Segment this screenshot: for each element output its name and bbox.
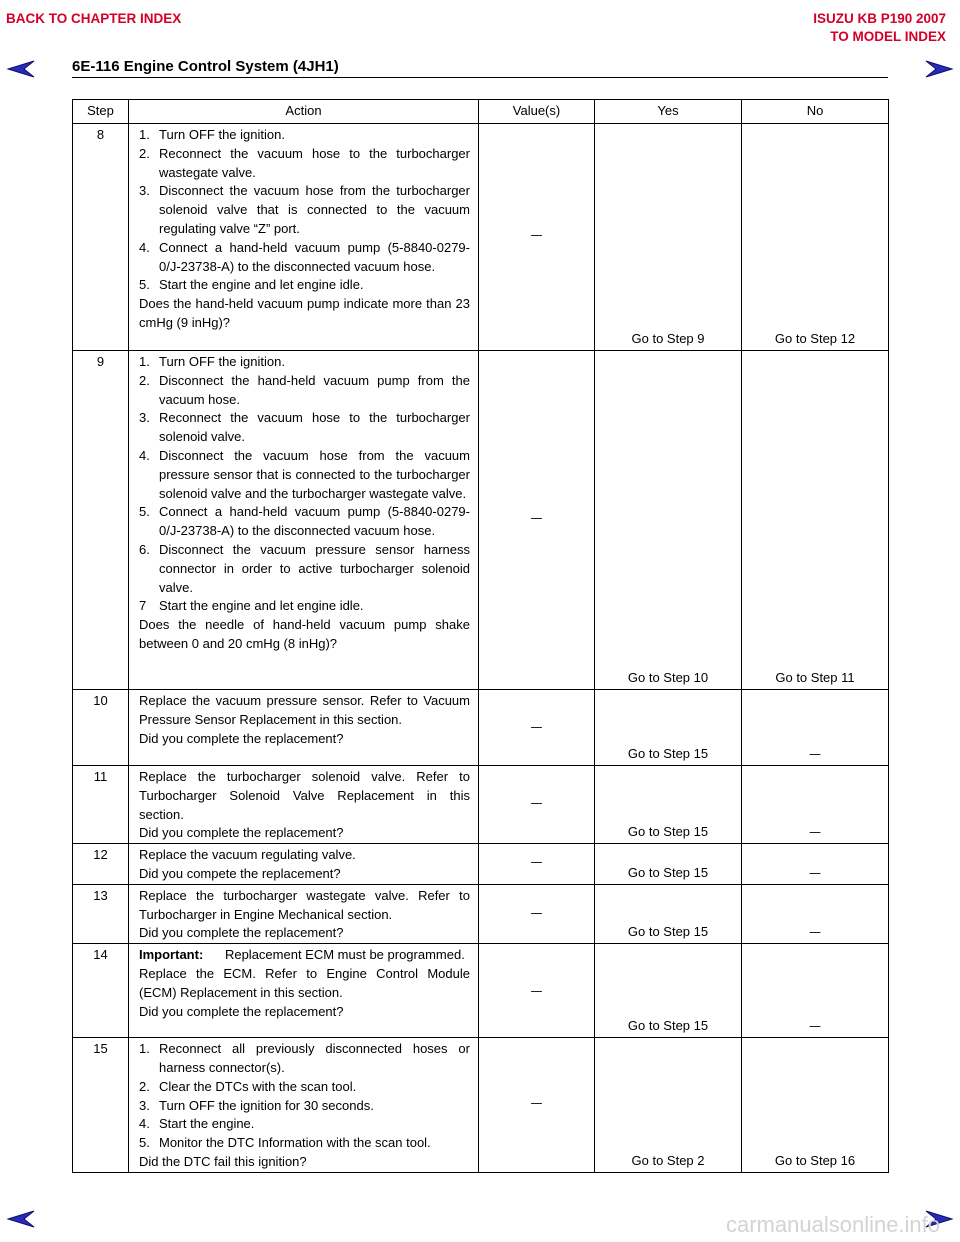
column-header-values: Value(s) [479, 100, 595, 124]
value-cell: — [479, 844, 595, 885]
action-cell [129, 844, 479, 885]
column-header-step: Step [73, 100, 129, 124]
list-item: 4. Connect a hand-held vacuum pump (5-8840-0279-0/J-23738-A) to the disconnected vacuum hose. [139, 239, 470, 274]
action-cell [129, 884, 479, 943]
action-question: Does the needle of hand-held vacuum pump shake between 0 and 20 cmHg (8 inHg)? [139, 617, 470, 651]
column-header-action: Action [129, 100, 479, 124]
no-cell: Go to Step 16 [742, 1038, 889, 1173]
yes-cell: Go to Step 15 [595, 884, 742, 943]
no-cell: — [742, 844, 889, 885]
header-divider [72, 77, 888, 78]
yes-cell: Go to Step 15 [595, 690, 742, 766]
yes-cell: Go to Step 15 [595, 766, 742, 844]
no-cell: — [742, 944, 889, 1038]
step-number: 9 [73, 351, 129, 690]
action-question: Did you complete the replacement? [139, 1003, 344, 1019]
value-cell: — [479, 690, 595, 766]
action-cell [129, 690, 479, 766]
table-row [73, 690, 889, 766]
step-number: 15 [73, 1038, 129, 1173]
action-text: Replace the ECM. Refer to Engine Control Module (ECM) Replacement in this section. [139, 965, 470, 1000]
action-question: Did the DTC fail this ignition? [139, 1153, 307, 1169]
list-item: 1. Reconnect all previously disconnected hoses or harness connector(s). [139, 1041, 470, 1075]
value-cell: — [479, 884, 595, 943]
back-to-chapter-index-link[interactable]: BACK TO CHAPTER INDEX [6, 11, 182, 26]
action-cell [129, 766, 479, 844]
list-item: 2. Reconnect the vacuum hose to the turbocharger wastegate valve. [139, 145, 470, 180]
action-cell [129, 351, 479, 690]
list-item: 5. Monitor the DTC Information with the scan tool. [139, 1135, 431, 1151]
prev-page-arrow-icon[interactable] [6, 1208, 36, 1230]
list-item: 3. Reconnect the vacuum hose to the turbocharger solenoid valve. [139, 410, 470, 445]
list-item: 1. Turn OFF the ignition. [139, 354, 285, 369]
action-question: Does the hand-held vacuum pump indicate more than 23 cmHg (9 inHg)? [139, 296, 470, 330]
action-question: Did you complete the replacement? [139, 825, 344, 841]
list-item: 1. Turn OFF the ignition. [139, 127, 285, 142]
list-item: 3. Turn OFF the ignition for 30 seconds. [139, 1097, 374, 1113]
diagnostic-steps-table [72, 99, 889, 1173]
action-list [139, 1040, 470, 1153]
step-number: 12 [73, 844, 129, 885]
list-item: 2. Disconnect the hand-held vacuum pump from the vacuum hose. [139, 372, 470, 407]
table-row [73, 884, 889, 943]
yes-cell: Go to Step 15 [595, 944, 742, 1038]
action-text: Replace the vacuum regulating valve. [139, 847, 356, 863]
column-header-no: No [742, 100, 889, 124]
yes-cell: Go to Step 15 [595, 844, 742, 885]
value-cell: — [479, 1038, 595, 1173]
list-item: 5. Start the engine and let engine idle. [139, 277, 364, 293]
action-question: Did you compete the replacement? [139, 865, 341, 881]
no-cell: Go to Step 12 [742, 124, 889, 351]
step-number: 10 [73, 690, 129, 766]
action-question: Did you complete the replacement? [139, 730, 344, 746]
value-cell: — [479, 124, 595, 351]
action-list [139, 126, 470, 295]
no-cell: — [742, 884, 889, 943]
list-item: 4. Disconnect the vacuum hose from the vacuum pressure sensor that is connected to the turbocharger solenoid valve and the turbocharger wastegate valve. [139, 447, 470, 501]
action-cell [129, 944, 479, 1038]
action-text: Replace the vacuum pressure sensor. Refer to Vacuum Pressure Sensor Replacement in this section. [139, 693, 470, 727]
step-number: 8 [73, 124, 129, 351]
list-item: 6. Disconnect the vacuum pressure sensor harness connector in order to active turbocharger solenoid valve. [139, 541, 470, 595]
action-question: Did you complete the replacement? [139, 925, 344, 941]
action-text: Replace the turbocharger wastegate valve. Refer to Turbocharger in Engine Mechanical section. [139, 887, 470, 922]
no-cell: Go to Step 11 [742, 351, 889, 690]
column-header-yes: Yes [595, 100, 742, 124]
table-header-row [73, 100, 889, 124]
important-text: Replacement ECM must be programmed. [224, 947, 465, 963]
yes-cell: Go to Step 9 [595, 124, 742, 351]
prev-page-arrow-icon[interactable] [6, 58, 36, 80]
next-page-arrow-icon[interactable] [924, 58, 954, 80]
table-row [73, 351, 889, 690]
list-item: 4. Start the engine. [139, 1116, 255, 1132]
action-cell [129, 1038, 479, 1173]
action-cell [129, 124, 479, 351]
yes-cell: Go to Step 10 [595, 351, 742, 690]
no-cell: — [742, 766, 889, 844]
action-text: Replace the turbocharger solenoid valve. Refer to Turbocharger Solenoid Valve Replacement in this section. [139, 769, 470, 822]
model-title: ISUZU KB P190 2007 [813, 11, 946, 26]
table-row [73, 766, 889, 844]
to-model-index-link[interactable]: TO MODEL INDEX [830, 29, 946, 44]
list-item: 2. Clear the DTCs with the scan tool. [139, 1078, 357, 1094]
list-item: 7 Start the engine and let engine idle. [139, 598, 364, 614]
value-cell: — [479, 944, 595, 1038]
page-title: 6E-116 Engine Control System (4JH1) [72, 58, 339, 75]
step-number: 11 [73, 766, 129, 844]
important-label: Important: [139, 947, 204, 963]
table-row [73, 844, 889, 885]
yes-cell: Go to Step 2 [595, 1038, 742, 1173]
table-row [73, 944, 889, 1038]
value-cell: — [479, 766, 595, 844]
list-item: 3. Disconnect the vacuum hose from the turbocharger solenoid valve that is connected to the vacuum regulating valve “Z” port. [139, 183, 470, 236]
list-item: 5. Connect a hand-held vacuum pump (5-8840-0279-0/J-23738-A) to the disconnected vacuum hose. [139, 504, 470, 539]
table-row [73, 124, 889, 351]
step-number: 14 [73, 944, 129, 1038]
important-note [139, 946, 470, 965]
value-cell: — [479, 351, 595, 690]
watermark: carmanualsonline.info [726, 1212, 941, 1237]
table-row [73, 1038, 889, 1173]
action-list [139, 353, 470, 616]
no-cell: — [742, 690, 889, 766]
step-number: 13 [73, 884, 129, 943]
